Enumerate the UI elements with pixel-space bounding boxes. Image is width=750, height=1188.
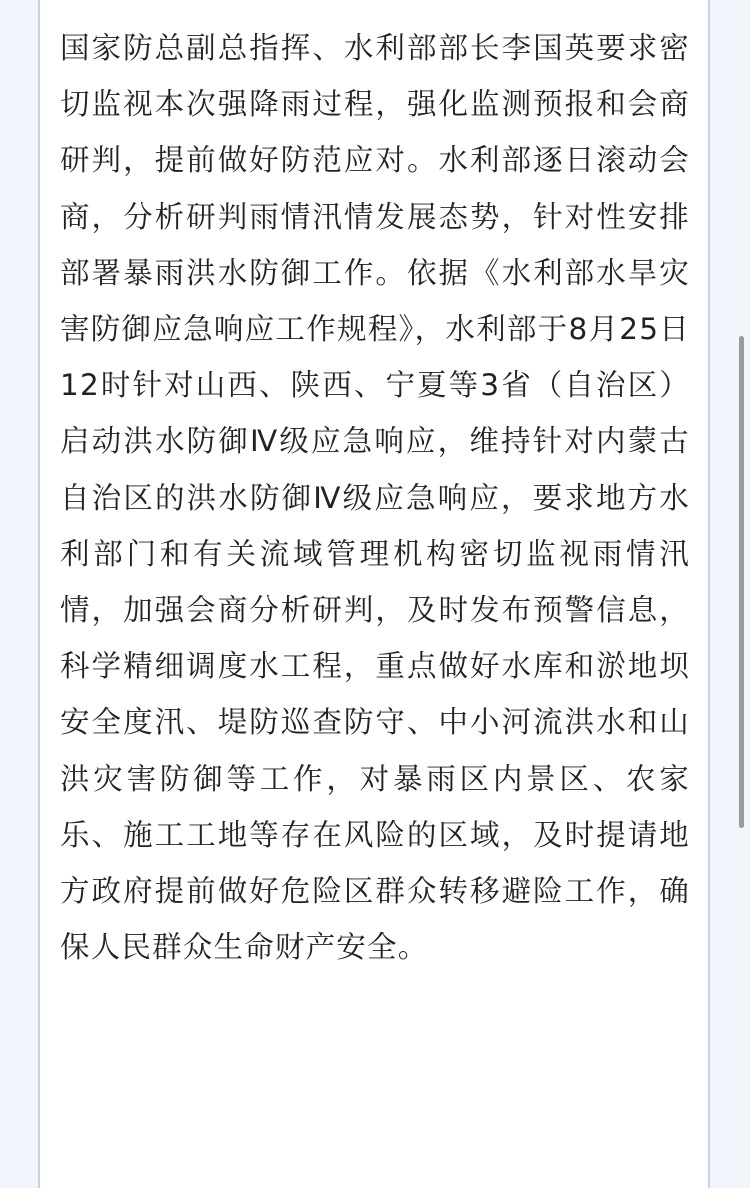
article-body: 国家防总副总指挥、水利部部长李国英要求密切监视本次强降雨过程，强化监测预报和会商研判，提前做好防范应对。水利部逐日滚动会商，分析研判雨情汛情发展态势，针对性安排部署暴雨洪水防御工作。依据《水利部水旱灾害防御应急响应工作规程》，水利部于8月25日12时针对山西、陕西、宁夏等3省（自治区）启动洪水防御Ⅳ级应急响应，维持针对内蒙古自治区的洪水防御Ⅳ级应急响应，要求地方水利部门和有关流域管理机构密切监视雨情汛情，加强会商分析研判，及时发布预警信息，科学精细调度水工程，重点做好水库和淤地坝安全度汛、堤防巡查防守、中小河流洪水和山洪灾害防御等工作，对暴雨区内景区、农家乐、施工工地等存在风险的区域，及时提请地方政府提前做好危险区群众转移避险工作，确保人民群众生命财产安全。 (60, 31, 690, 965)
article-card (38, 0, 710, 1188)
scrollbar[interactable] (739, 336, 744, 828)
